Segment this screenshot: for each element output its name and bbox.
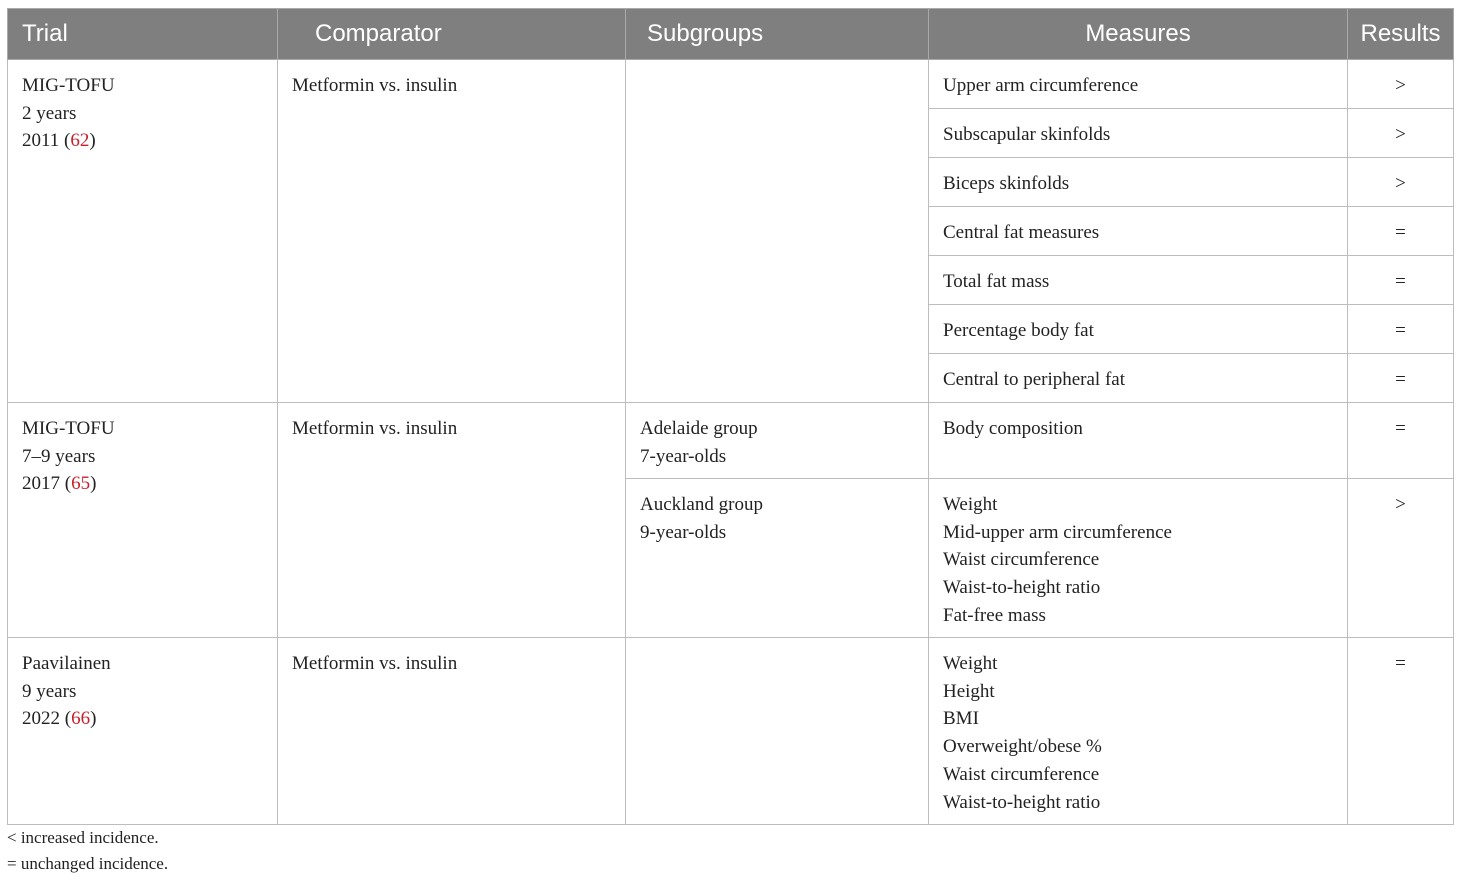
measure-item: Weight [943,653,998,674]
measure-cell: Percentage body fat [929,305,1348,354]
result-cell: > [1348,158,1454,207]
measure-cell: Biceps skinfolds [929,158,1348,207]
result-cell: > [1348,109,1454,158]
trial-duration: 9 years [22,680,77,702]
subgroup-cell [626,403,929,479]
measure-item: Waist-to-height ratio [943,791,1101,813]
trial-year: 2017 [22,473,60,495]
comparator-cell: Metformin vs. insulin [278,60,626,403]
header-row [8,9,1454,60]
measure-item: Mid-upper arm circumference [943,521,1172,543]
measure-cell: Upper arm circumference [929,60,1348,109]
measure-item: Overweight/obese % [943,736,1102,758]
trial-cell [8,60,278,403]
result-cell: = [1348,207,1454,256]
trial-year-line: 2022 (66) [22,708,97,730]
measure-item: BMI [943,708,979,730]
trial-duration: 7–9 years [22,445,96,467]
header-measures: Measures [929,9,1348,60]
footnotes [7,825,168,876]
measure-cell: Total fat mass [929,256,1348,305]
trial-name: MIG-TOFU [22,418,115,439]
result-cell: = [1348,403,1454,479]
subgroups-cell [626,60,929,403]
subgroup-name: Auckland group [640,494,763,515]
result-cell: = [1348,638,1454,825]
trial-duration: 2 years [22,102,77,124]
reference-link[interactable]: 65 [71,473,91,495]
header-comparator: Comparator [278,9,626,60]
measure-cell: Subscapular skinfolds [929,109,1348,158]
table-row [8,60,1454,109]
header-results: Results [1348,9,1454,60]
header-trial: Trial [8,9,278,60]
measure-item: Waist circumference [943,549,1100,571]
trial-name: MIG-TOFU [22,75,115,96]
trial-cell [8,638,278,825]
trial-year: 2022 [22,708,60,730]
trial-year-line: 2011 (62) [22,130,96,152]
result-cell: > [1348,60,1454,109]
reference-link[interactable]: 66 [71,708,91,730]
trial-cell [8,403,278,638]
header-subgroups: Subgroups [626,9,929,60]
measure-cell: Central fat measures [929,207,1348,256]
results-table [7,8,1454,825]
measure-item: Waist-to-height ratio [943,577,1101,599]
measure-cell: Central to peripheral fat [929,354,1348,403]
measure-item: Weight [943,494,998,515]
comparator-cell: Metformin vs. insulin [278,638,626,825]
measure-item: Height [943,680,995,702]
result-cell: = [1348,354,1454,403]
measure-cell [929,403,1348,479]
subgroup-age: 7-year-olds [640,445,727,467]
subgroup-age: 9-year-olds [640,521,727,543]
reference-link[interactable]: 62 [70,130,90,152]
measure-item: Fat-free mass [943,604,1046,626]
table-row [8,638,1454,825]
subgroups-cell [626,638,929,825]
trial-year-line: 2017 (65) [22,473,97,495]
subgroup-cell [626,479,929,638]
trial-year: 2011 [22,130,60,152]
measure-cell [929,638,1348,825]
result-cell: > [1348,479,1454,638]
measure-item: Waist circumference [943,763,1100,785]
result-cell: = [1348,256,1454,305]
table-row [8,403,1454,479]
subgroup-name: Adelaide group [640,418,758,439]
result-cell: = [1348,305,1454,354]
trial-name: Paavilainen [22,653,111,674]
footnote: = unchanged incidence. [7,853,169,873]
measure-item: Body composition [943,418,1083,439]
measure-cell [929,479,1348,638]
footnote: < increased incidence. [7,828,159,847]
comparator-cell: Metformin vs. insulin [278,403,626,638]
